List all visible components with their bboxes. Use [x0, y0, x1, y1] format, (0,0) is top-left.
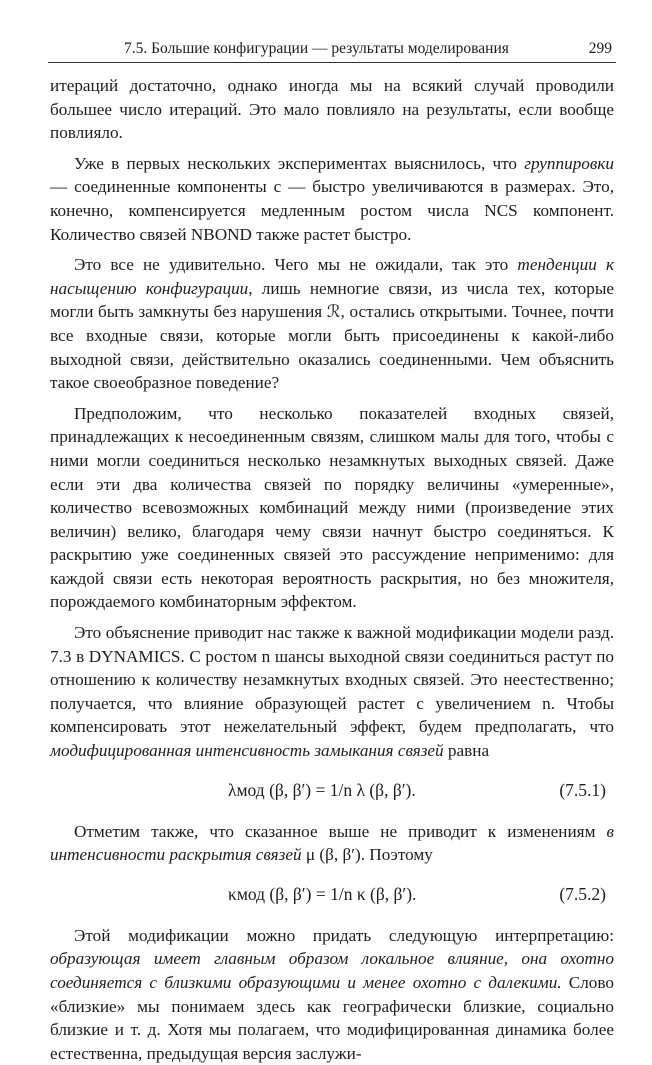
section-title: 7.5. Большие конфигурации — результаты моделирования — [124, 40, 509, 57]
emphasis: модифицированная интенсивность замыкания связей — [50, 741, 444, 761]
equation-number: (7.5.1) — [559, 779, 606, 800]
emphasis: в интенсивности раскрытия связей — [50, 821, 614, 865]
paragraph-4: Предположим, что несколько показателей входных связей, принадлежащих к несоединенным связям, слишком малы для того, чтобы с ними могли соединиться несколько незамкнутых выходных связей. Даже если эти два количества связей по порядку величины «умеренные», количество всевозможных комбинаций между ними (произведение этих величин) велико, благодаря чему связи начнут быстро соединяться. К раскрытию уже соединенных связей это рассуждение неприменимо: для каждой связи есть некоторая вероятность раскрытия, но без множителя, порождаемого комбинаторным эффектом. — [50, 403, 614, 612]
page-body — [50, 74, 614, 1065]
emphasis: тенденции к насыщению конфигурации — [50, 255, 614, 298]
page-number: 299 — [588, 40, 612, 57]
equation-formula: λмод (β, β′) = 1/n λ (β, β′). — [228, 779, 416, 800]
emphasis: группировки — [524, 153, 614, 173]
paragraph-3: Это все не удивительно. Чего мы не ожидали, так это тенденции к насыщению конфигурации, лишь немногие связи, из числа тех, которые могли быть замкнуты без нарушения ℛ, остались открытыми. Точнее, почти все входные связи, которые могли быть присоединены к какой-либо выходной связи, действительно оказались соединенными. Чем объяснить такое своеобразное поведение? — [50, 255, 614, 393]
equation-7-5-1 — [50, 767, 614, 813]
paragraph-2: Уже в первых нескольких экспериментах выяснилось, что группировки — соединенные компоненты c — быстро увеличиваются в размерах. Это, конечно, компенсируется медленным ростом числа NCS компонент. Количество связей NBOND также растет быстро. — [50, 153, 614, 244]
paragraph-7: Этой модификации можно придать следующую интерпретацию: образующая имеет главным образом локальное влияние, она охотно соединяется с близкими образующими и менее охотно с далекими. Слово «близкие» мы понимаем здесь как географически близкие, социально близкие и т. д. Хотя мы полагаем, что модифицированная динамика более естественна, предыдущая версия заслужи- — [50, 925, 614, 1063]
equation-number: (7.5.2) — [559, 883, 606, 904]
equation-formula: κмод (β, β′) = 1/n κ (β, β′). — [228, 883, 417, 904]
paragraph-6: Отметим также, что сказанное выше не приводит к изменениям в интенсивности раскрытия связей μ (β, β′). Поэтому — [50, 821, 614, 865]
emphasis: образующая имеет главным образом локальное влияние, она охотно соединяется с близкими образующими и менее охотно с далекими. — [50, 949, 614, 992]
paragraph-1: итераций достаточно, однако иногда мы на всякий случай проводили большее число итераций. Это мало повлияло на результаты, если вообще повлияло. — [50, 76, 614, 143]
equation-7-5-2 — [50, 871, 614, 917]
running-header — [48, 34, 616, 63]
paragraph-5: Это объяснение приводит нас также к важной модификации модели разд. 7.3 в DYNAMICS. С ростом n шансы выходной связи соединиться растут по отношению к количеству незамкнутых входных связей. Это неестественно; получается, что влияние образующей растет с увеличением n. Чтобы компенсировать этот нежелательный эффект, будем предполагать, что модифицированная интенсивность замыкания связей равна — [50, 623, 614, 761]
